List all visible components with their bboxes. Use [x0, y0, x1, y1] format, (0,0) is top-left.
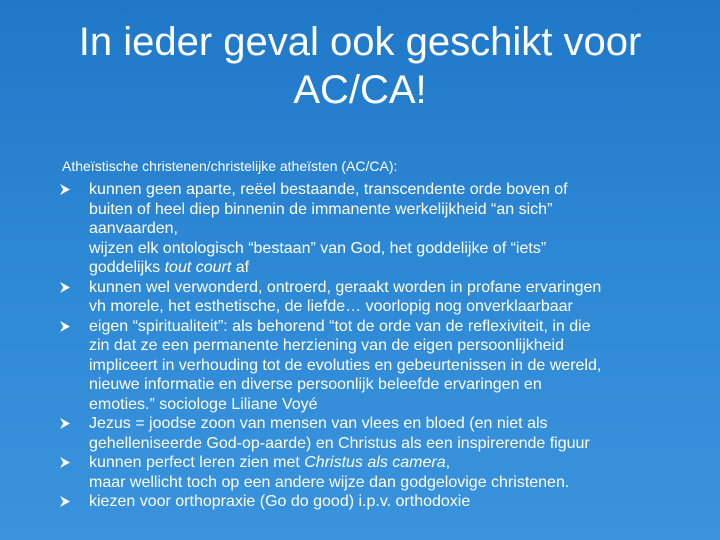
intro-text: Atheïstische christenen/christelijke atheïsten (AC/CA): — [62, 158, 398, 174]
arrow-bullet-icon — [60, 184, 70, 195]
bullet-line: nieuwe informatie en diverse persoonlijk beleefde ervaringen en — [89, 376, 542, 393]
bullet-text-segment: goddelijks — [89, 259, 165, 276]
bullet-line: kunnen wel verwonderd, ontroerd, geraakt worden in profane ervaringen — [89, 278, 602, 296]
arrow-bullet-icon — [60, 282, 70, 293]
slide-title — [0, 18, 720, 114]
bullet-item — [60, 180, 700, 278]
italic-phrase: Christus als camera — [304, 454, 446, 471]
bullet-line — [89, 453, 700, 473]
slide-title-line-1: In ieder geval ook geschikt voor — [78, 20, 642, 64]
arrow-bullet-icon — [60, 457, 70, 468]
arrow-bullet-icon — [60, 418, 70, 429]
bullet-line: maar wellicht toch op een andere wijze dan godgelovige christenen. — [89, 473, 570, 491]
bullet-line: zin dat ze een permanente herziening van de eigen persoonlijkheid — [89, 337, 564, 354]
bullet-line: gehelleniseerde God-op-aarde) en Christus als een inspirerende figuur — [89, 434, 590, 452]
bullet-line — [89, 258, 700, 278]
bullet-text-segment: af — [231, 259, 250, 276]
bullet-line: buiten of heel diep binnenin de immanente werkelijkheid “an sich” — [89, 200, 553, 218]
arrow-bullet-icon — [60, 496, 70, 507]
bullet-text-segment: , — [445, 454, 451, 471]
italic-phrase: tout court — [164, 259, 232, 276]
bullet-line: vh morele, het esthetische, de liefde… voorlopig nog onverklaarbaar — [89, 298, 573, 315]
bullet-line: impliceert in verhouding tot de evoluties en gebeurtenissen in de wereld, — [89, 356, 602, 374]
bullet-line: kiezen voor orthopraxie (Go do good) i.p.v. orthodoxie — [89, 493, 471, 510]
bullet-item — [60, 317, 700, 415]
bullet-line: eigen “spiritualiteit”: als behorend “tot de orde van de reflexiviteit, in die — [89, 317, 591, 335]
slide-title-line-2: AC/CA! — [293, 68, 427, 112]
bullet-item — [60, 492, 700, 512]
bullet-list — [60, 180, 700, 512]
bullet-line: Jezus = joodse zoon van mensen van vlees en bloed (en niet als — [89, 415, 548, 432]
bullet-text-segment: kunnen perfect leren zien met — [89, 454, 305, 471]
bullet-line: aanvaarden, — [89, 220, 178, 237]
arrow-bullet-icon — [60, 321, 70, 332]
bullet-line: kunnen geen aparte, reëel bestaande, transcendente orde boven of — [89, 181, 568, 198]
bullet-line: emoties.” sociologe Liliane Voyé — [89, 395, 318, 413]
bullet-item — [60, 278, 700, 317]
bullet-item — [60, 414, 700, 453]
bullet-item — [60, 453, 700, 492]
bullet-line: wijzen elk ontologisch “bestaan” van God, het goddelijke of “iets” — [89, 239, 547, 257]
